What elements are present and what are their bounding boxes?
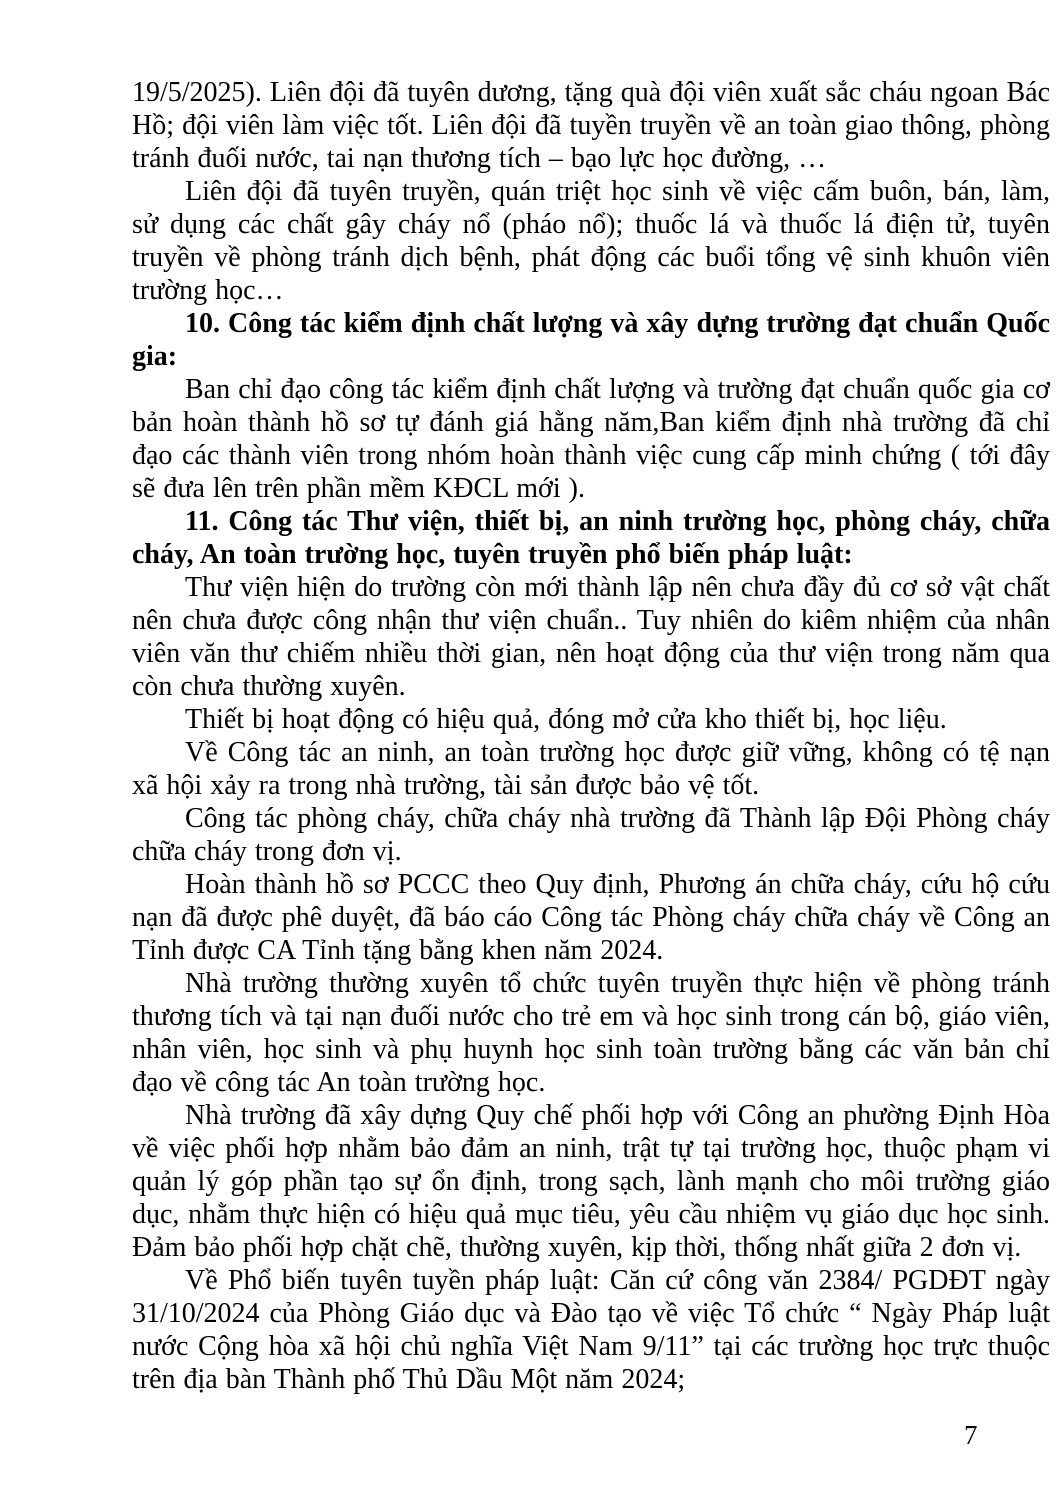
- body-paragraph: Về Phổ biến tuyên tuyền pháp luật: Căn cứ công văn 2384/ PGDĐT ngày 31/10/2024 của Phòng Giáo dục và Đào tạo về việc Tổ chức “ Ngày Pháp luật nước Cộng hòa xã hội chủ nghĩa Việt Nam 9/11” tại các trường học trực thuộc trên địa bàn Thành phố Thủ Dầu Một năm 2024;: [132, 1265, 1050, 1395]
- body-paragraph: 19/5/2025). Liên đội đã tuyên dương, tặng quà đội viên xuất sắc cháu ngoan Bác Hồ; đội viên làm việc tốt. Liên đội đã tuyền truyền về an toàn giao thông, phòng tránh đuối nước, tai nạn thương tích – bạo lực học đường, …: [132, 77, 1050, 174]
- body-paragraph: Nhà trường thường xuyên tổ chức tuyên truyền thực hiện về phòng tránh thương tích và tại nạn đuối nước cho trẻ em và học sinh trong cán bộ, giáo viên, nhân viên, học sinh và phụ huynh học sinh toàn trường bằng các văn bản chỉ đạo về công tác An toàn trường học.: [132, 968, 1050, 1098]
- body-paragraph: Về Công tác an ninh, an toàn trường học được giữ vững, không có tệ nạn xã hội xảy ra trong nhà trường, tài sản được bảo vệ tốt.: [132, 737, 1050, 801]
- body-paragraph: Ban chỉ đạo công tác kiểm định chất lượng và trường đạt chuẩn quốc gia cơ bản hoàn thành hồ sơ tự đánh giá hằng năm,Ban kiểm định nhà trường đã chỉ đạo các thành viên trong nhóm hoàn thành việc cung cấp minh chứng ( tới đây sẽ đưa lên trên phần mềm KĐCL mới ).: [132, 374, 1050, 504]
- page-number: 7: [964, 1420, 978, 1450]
- body-paragraph: Thư viện hiện do trường còn mới thành lập nên chưa đầy đủ cơ sở vật chất nên chưa được công nhận thư viện chuẩn.. Tuy nhiên do kiêm nhiệm của nhân viên văn thư chiếm nhiều thời gian, nên hoạt động của thư viện trong năm qua còn chưa thường xuyên.: [132, 572, 1050, 702]
- body-paragraph: Nhà trường đã xây dựng Quy chế phối hợp với Công an phường Định Hòa về việc phối hợp nhằm bảo đảm an ninh, trật tự tại trường học, thuộc phạm vi quản lý góp phần tạo sự ổn định, trong sạch, lành mạnh cho môi trường giáo dục, nhằm thực hiện có hiệu quả mục tiêu, yêu cầu nhiệm vụ giáo dục học sinh. Đảm bảo phối hợp chặt chẽ, thường xuyên, kịp thời, thống nhất giữa 2 đơn vị.: [132, 1100, 1050, 1263]
- body-paragraph: Liên đội đã tuyên truyền, quán triệt học sinh về việc cấm buôn, bán, làm, sử dụng các chất gây cháy nổ (pháo nổ); thuốc lá và thuốc lá điện tử, tuyên truyền về phòng tránh dịch bệnh, phát động các buổi tổng vệ sinh khuôn viên trường học…: [132, 176, 1050, 306]
- body-paragraph: Công tác phòng cháy, chữa cháy nhà trường đã Thành lập Đội Phòng cháy chữa cháy trong đơn vị.: [132, 803, 1050, 867]
- body-paragraph: Hoàn thành hồ sơ PCCC theo Quy định, Phương án chữa cháy, cứu hộ cứu nạn đã được phê duyệt, đã báo cáo Công tác Phòng cháy chữa cháy về Công an Tỉnh được CA Tỉnh tặng bằng khen năm 2024.: [132, 869, 1050, 966]
- section-11-heading: 11. Công tác Thư viện, thiết bị, an ninh trường học, phòng cháy, chữa cháy, An toàn trường học, tuyên truyền phổ biến pháp luật:: [132, 506, 1050, 570]
- body-paragraph: Thiết bị hoạt động có hiệu quả, đóng mở cửa kho thiết bị, học liệu.: [185, 704, 947, 735]
- section-10-heading: 10. Công tác kiểm định chất lượng và xây dựng trường đạt chuẩn Quốc gia:: [132, 308, 1050, 372]
- page-content: [132, 76, 1050, 1396]
